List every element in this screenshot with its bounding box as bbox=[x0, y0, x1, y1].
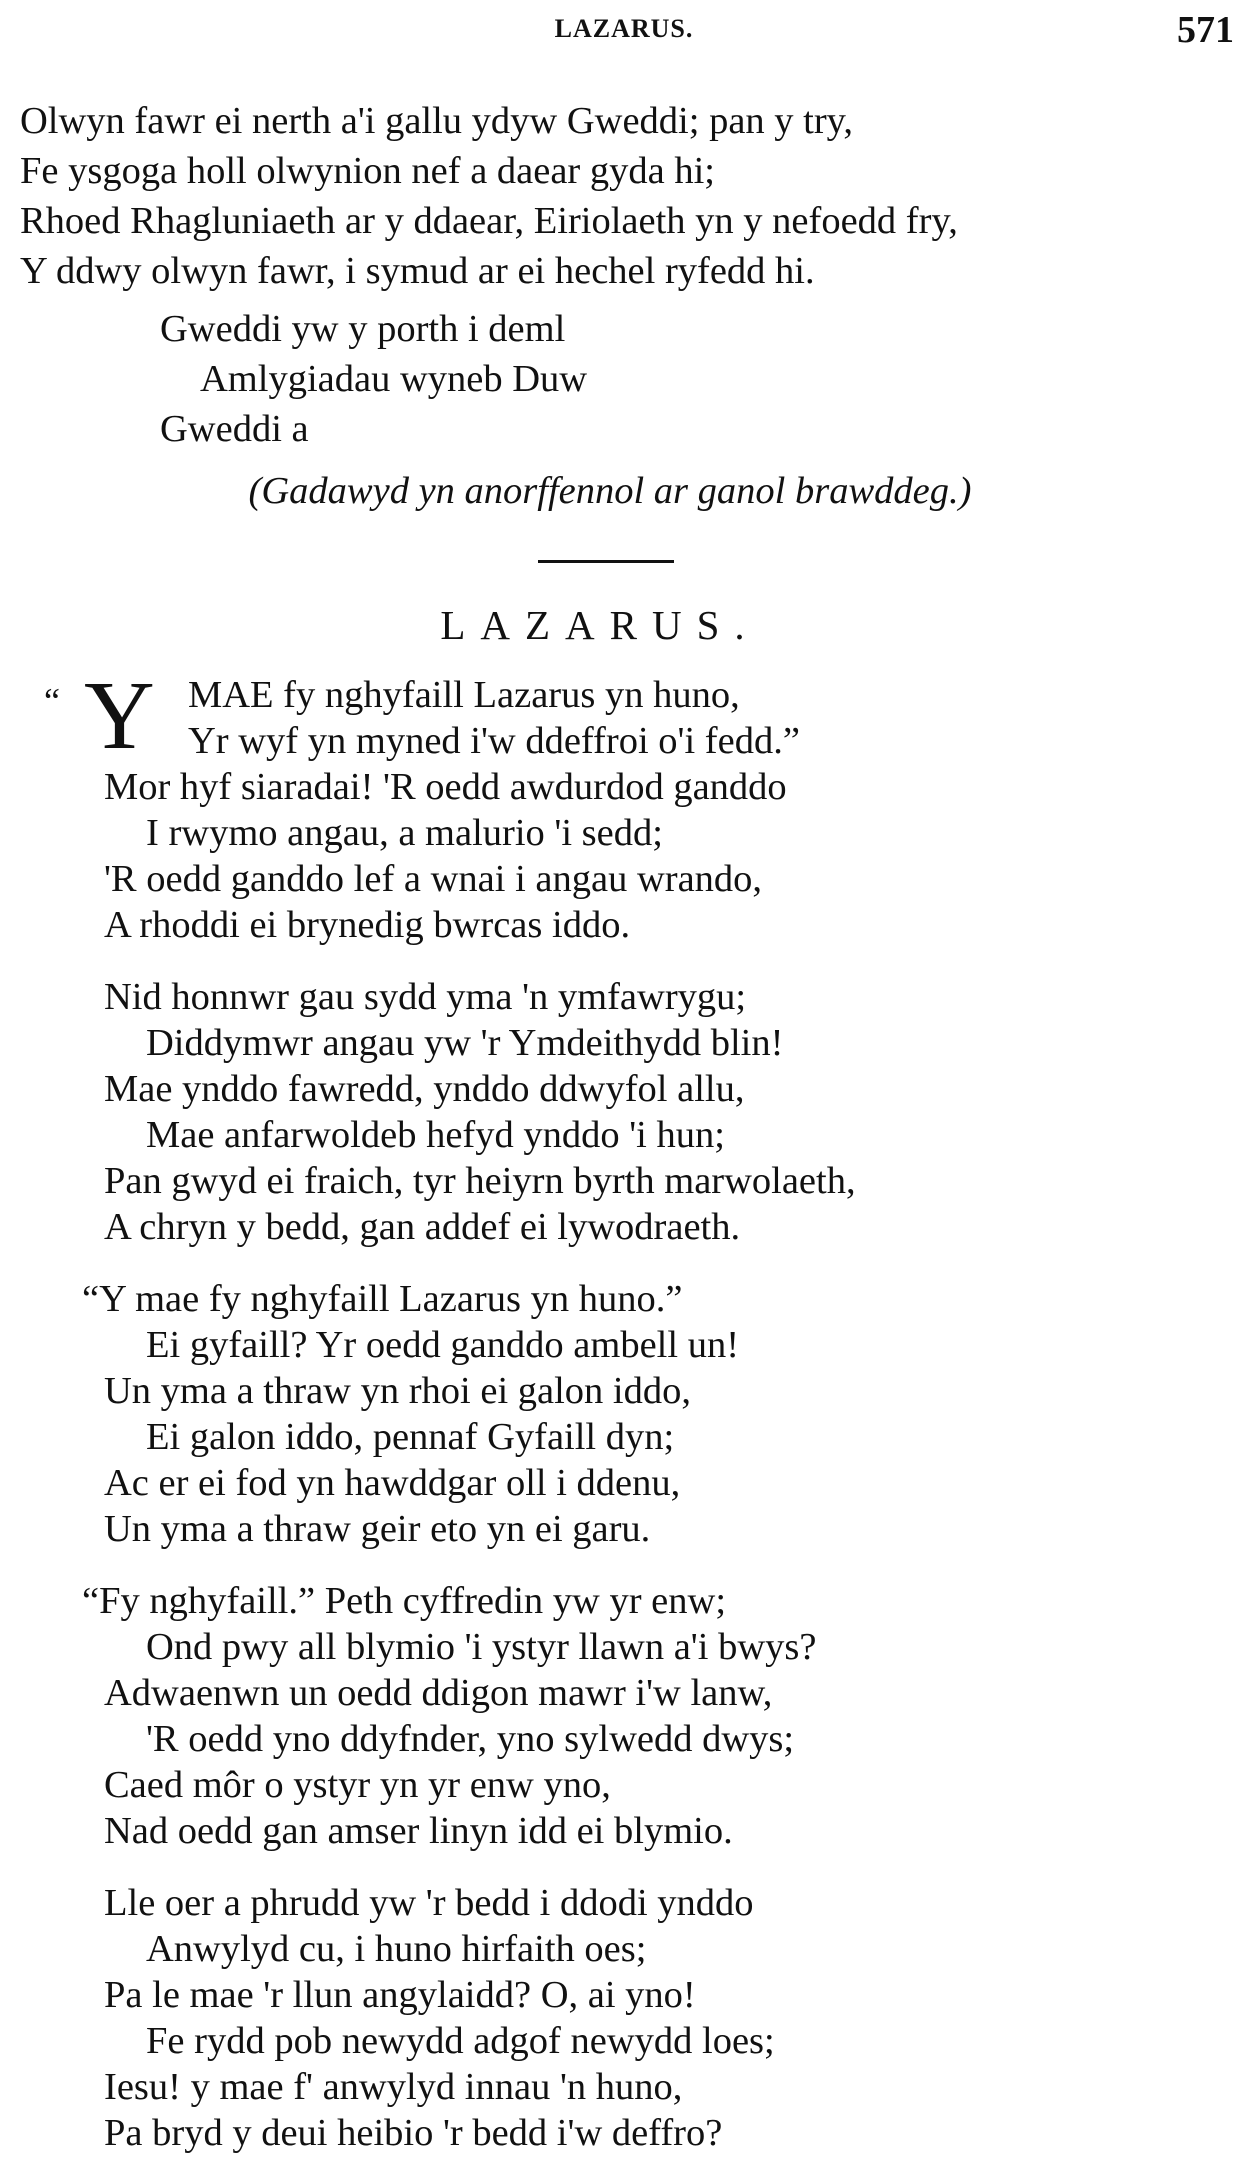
poem-line: Adwaenwn un oedd ddigon mawr i'w lanw, bbox=[104, 1672, 773, 1714]
poem-line: Diddymwr angau yw 'r Ymdeithydd blin! bbox=[146, 1022, 784, 1064]
poem-line: Nid honnwr gau sydd yma 'n ymfawrygu; bbox=[104, 976, 747, 1018]
poem-line: Fe rydd pob newydd adgof newydd loes; bbox=[146, 2020, 775, 2062]
poem-lazarus bbox=[44, 662, 1234, 2182]
editor-note: (Gadawyd yn anorffennol ar ganol brawddeg.) bbox=[248, 470, 972, 512]
poem-line: MAE fy nghyfaill Lazarus yn huno, bbox=[188, 674, 740, 716]
poem-line: Pa bryd y deui heibio 'r bedd i'w deffro? bbox=[104, 2112, 723, 2154]
poem-title: LAZARUS. bbox=[440, 602, 760, 648]
page-number: 571 bbox=[1177, 9, 1234, 51]
poem-line: Nad oedd gan amser linyn idd ei blymio. bbox=[104, 1810, 733, 1852]
fragment-line: Gweddi yw y porth i deml bbox=[160, 308, 566, 350]
prose-line: Rhoed Rhagluniaeth ar y ddaear, Eiriolaeth yn y nefoedd fry, bbox=[20, 200, 958, 242]
poem-line: 'R oedd yno ddyfnder, yno sylwedd dwys; bbox=[146, 1718, 795, 1760]
poem-line: Iesu! y mae f' anwylyd innau 'n huno, bbox=[104, 2066, 683, 2108]
poem-line: Mor hyf siaradai! 'R oedd awdurdod ganddo bbox=[104, 766, 787, 808]
poem-line: I rwymo angau, a malurio 'i sedd; bbox=[146, 812, 663, 854]
poem-line: Mae anfarwoldeb hefyd ynddo 'i hun; bbox=[146, 1114, 725, 1156]
stanza bbox=[104, 974, 1234, 1250]
section-divider bbox=[538, 560, 674, 563]
prose-line: Fe ysgoga holl olwynion nef a daear gyda hi; bbox=[20, 150, 715, 192]
fragment-line: Gweddi a bbox=[160, 408, 309, 450]
poem-line: Caed môr o ystyr yn yr enw yno, bbox=[104, 1764, 611, 1806]
poem-line: Mae ynddo fawredd, ynddo ddwyfol allu, bbox=[104, 1068, 745, 1110]
poem-line: 'R oedd ganddo lef a wnai i angau wrando, bbox=[104, 858, 763, 900]
poem-line: Ei galon iddo, pennaf Gyfaill dyn; bbox=[146, 1416, 675, 1458]
poem-line: Ond pwy all blymio 'i ystyr llawn a'i bwys? bbox=[146, 1626, 817, 1668]
prose-line: Y ddwy olwyn fawr, i symud ar ei hechel ryfedd hi. bbox=[20, 250, 815, 292]
poem-line: “Y mae fy nghyfaill Lazarus yn huno.” bbox=[82, 1278, 683, 1320]
drop-cap: Y bbox=[84, 662, 155, 770]
prose-verse bbox=[20, 96, 1235, 296]
poem-line: A rhoddi ei brynedig bwrcas iddo. bbox=[104, 904, 631, 946]
poem-line: Un yma a thraw yn rhoi ei galon iddo, bbox=[104, 1370, 691, 1412]
stanza bbox=[82, 1276, 1234, 1552]
fragment-line: Amlygiadau wyneb Duw bbox=[200, 358, 588, 400]
opening-quote-mark: “ bbox=[44, 681, 60, 721]
stanza bbox=[82, 1578, 1234, 1854]
page-header bbox=[0, 9, 1248, 64]
poem-line: Yr wyf yn myned i'w ddeffroi o'i fedd.” bbox=[188, 720, 800, 762]
poem-line: “Fy nghyfaill.” Peth cyffredin yw yr enw; bbox=[82, 1580, 727, 1622]
poem-line: A chryn y bedd, gan addef ei lywodraeth. bbox=[104, 1206, 741, 1248]
poem-line: Pan gwyd ei fraich, tyr heiyrn byrth marwolaeth, bbox=[104, 1160, 856, 1202]
poem-line: Lle oer a phrudd yw 'r bedd i ddodi ynddo bbox=[104, 1882, 754, 1924]
poem-line: Pa le mae 'r llun angylaidd? O, ai yno! bbox=[104, 1974, 696, 2016]
prose-line: Olwyn fawr ei nerth a'i gallu ydyw Gweddi; pan y try, bbox=[20, 100, 854, 142]
poem-line: Ei gyfaill? Yr oedd ganddo ambell un! bbox=[146, 1324, 740, 1366]
running-head: LAZARUS. bbox=[554, 14, 694, 43]
poem-line: Anwylyd cu, i huno hirfaith oes; bbox=[146, 1928, 647, 1970]
poem-line: Un yma a thraw geir eto yn ei garu. bbox=[104, 1508, 651, 1550]
poem-line: Ac er ei fod yn hawddgar oll i ddenu, bbox=[104, 1462, 681, 1504]
stanza bbox=[104, 1880, 1234, 2156]
stanza bbox=[44, 662, 1234, 948]
unfinished-fragment bbox=[160, 304, 587, 454]
